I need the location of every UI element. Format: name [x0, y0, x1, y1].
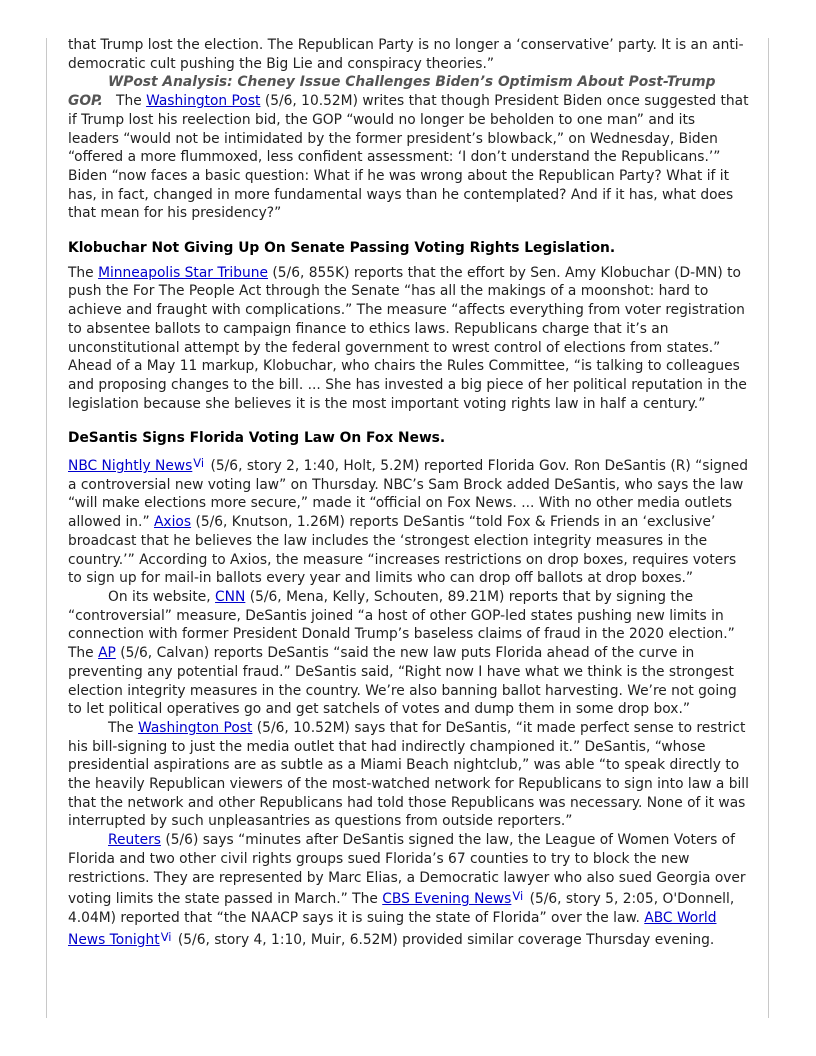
video-indicator[interactable]: Vi	[160, 929, 172, 944]
video-indicator[interactable]: Vi	[512, 889, 524, 904]
right-margin-rule	[768, 38, 769, 1018]
left-margin-rule	[46, 38, 47, 1018]
subheadline: WPost Analysis: Cheney Issue Challenges Biden’s Optimism About Post-Trump GOP.	[68, 74, 716, 110]
paragraph-desantis-2: On its website, CNN (5/6, Mena, Kelly, Schouten, 89.21M) reports that by signing the “controversial” measure, DeSantis joined “a host of other GOP-led states pushing new limits in connection with former President Donald Trump’s baseless claims of fraud in the 2020 election.” The AP (5/6, Calvan) reports DeSantis “said the new law puts Florida ahead of the curve in preventing any potential fraud.” DeSantis said, “Right now I have what we think is the strongest election integrity measures in the country. We’re also banning ballot harvesting. We’re not going to let political operatives go and get satchels of votes and dump them in some drop box.”	[68, 588, 737, 718]
washington-post-link[interactable]: Washington Post	[146, 93, 261, 110]
video-indicator[interactable]: Vi	[193, 456, 205, 471]
paragraph-desantis-1: NBC Nightly News$^{Vi}$ (5/6, story 2, 1:40, Holt, 5.2M) reported Florida Gov. Ron DeSantis (R) “signed a controversial new voting law” on Thursday. NBC’s Sam Brock added DeSantis, who says the law “will make elections more secure,” made it “official on Fox News. ... With no other media outlets allowed in.” Axios (5/6, Knutson, 1.26M) reports DeSantis “told Fox & Friends in an ‘exclusive’ broadcast that he believes the law includes the ‘strongest election integrity measures in the country.’” According to Axios, the measure “increases restrictions on drop boxes, requires voters to sign up for mail-in ballots every year and limits who can drop off ballots at drop boxes.”	[68, 456, 749, 587]
minneapolis-star-tribune-link[interactable]: Minneapolis Star Tribune	[98, 264, 268, 281]
abc-world-news-tonight-link[interactable]: ABC World News Tonight	[68, 909, 717, 948]
cnn-link[interactable]: CNN	[215, 588, 246, 605]
axios-link[interactable]: Axios	[153, 514, 192, 531]
paragraph-continuation: that Trump lost the election. The Republican Party is no longer a ‘conservative’ party. It is an anti-democratic cult pushing the Big Lie and conspiracy theories.”	[68, 37, 744, 72]
paragraph-klobuchar: The Minneapolis Star Tribune (5/6, 855K) reports that the effort by Sen. Amy Klobuchar (D-MN) to push the For The People Act through the Senate “has all the makings of a moonshot: hard to achieve and fraught with complications.” The measure “affects everything from voter registration to absentee ballots to campaign finance to ethics laws. Republicans charge that it’s an unconstitutional attempt by the federal government to wrest control of elections from states.” Ahead of a May 11 markup, Klobuchar, who chairs the Rules Committee, “is talking to colleagues and proposing changes to the bill. ... She has invested a big piece of her political reputation in the legislation because she believes it is the most important voting rights law in half a century.”	[68, 264, 747, 412]
document-body	[68, 36, 750, 949]
paragraph-desantis-3: The Washington Post (5/6, 10.52M) says that for DeSantis, “it made perfect sense to restrict his bill-signing to just the media outlet that had indirectly championed it.” DeSantis, “whose presidential aspirations are as subtle as a Miami Beach nightclub,” was able “to speak directly to the heavily Republican viewers of the most-watched network for Republicans to sign into law a bill that the network and other Republicans had told those Republicans was necessary. None of it was interrupted by such unpleasantries as questions from outside reporters.”	[68, 719, 749, 830]
nbc-nightly-news-link[interactable]: NBC Nightly News	[68, 458, 193, 475]
cbs-evening-news-link[interactable]: CBS Evening News	[382, 891, 512, 908]
paragraph-wpost-analysis: WPost Analysis: Cheney Issue Challenges Biden’s Optimism About Post-Trump GOP. The Washington Post (5/6, 10.52M) writes that though President Biden once suggested that if Trump lost his reelection bid, the GOP “would no longer be beholden to one man” and its leaders “would not be intimidated by the former president’s blowback,” on Wednesday, Biden “offered a more flummoxed, less confident assessment: ‘I don’t understand the Republicans.’” Biden “now faces a basic question: What if he was wrong about the Republican Party? What if it has, in fact, changed in more fundamental ways than he contemplated? And if it has, what does that mean for his presidency?”	[68, 74, 749, 222]
ap-link[interactable]: AP	[98, 645, 116, 662]
washington-post-link-2[interactable]: Washington Post	[138, 719, 253, 736]
klobuchar-heading: Klobuchar Not Giving Up On Senate Passing Voting Rights Legislation.	[68, 240, 616, 257]
reuters-link[interactable]: Reuters	[108, 832, 161, 849]
desantis-heading: DeSantis Signs Florida Voting Law On Fox News.	[68, 430, 446, 447]
paragraph-desantis-4: Reuters (5/6) says “minutes after DeSantis signed the law, the League of Women Voters of Florida and two other civil rights groups sued Florida’s 67 counties to try to block the new restrictions. They are represented by Marc Elias, a Democratic lawyer who also sued Georgia over voting limits the state passed in March.” The CBS Evening News$^{Vi}$ (5/6, story 5, 2:05, O'Donnell, 4.04M) reported that “the NAACP says it is suing the state of Florida” over the law. ABC World News Tonight$^{Vi}$ (5/6, story 4, 1:10, Muir, 6.52M) provided similar coverage Thursday evening.	[68, 832, 746, 948]
